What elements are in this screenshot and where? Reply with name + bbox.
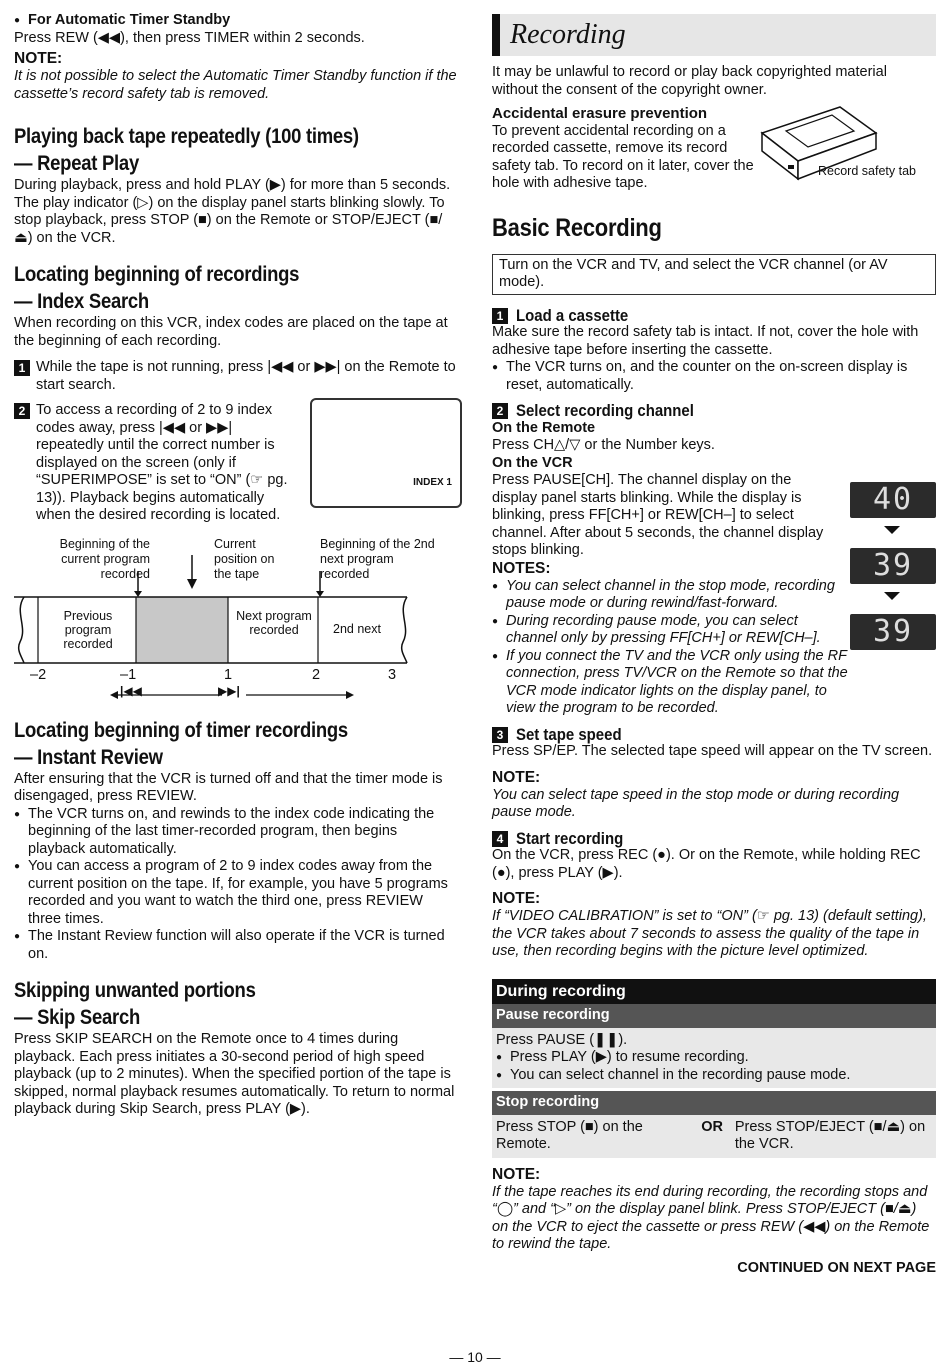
rewind-icon: |◀◀	[120, 683, 142, 698]
index-step-2	[14, 402, 294, 525]
step-title: Set tape speed	[516, 724, 622, 744]
repeat-text: During playback, press and hold PLAY (▶) for more than 5 seconds. The play indicator (▷) on the display panel starts blinking slowly. To stop playback, press STOP (■) on the Remote or STOP/EJECT (■/⏏) on the VCR.	[14, 177, 451, 246]
right-column	[492, 0, 936, 1277]
instant-bullet: ● You can access a program of 2 to 9 index codes away from the current position on the tape. If, for example, you have 5 programs recorded and you want to watch the third one, press REVIEW three times.	[14, 858, 457, 928]
during-recording-title: During recording	[492, 979, 936, 1005]
segment-2nd-next: 2nd next	[333, 621, 381, 636]
step-number: 1	[492, 308, 508, 324]
note-bullet: ● During recording pause mode, you can select channel only by pressing FF[CH+] or REW[CH–].	[492, 613, 852, 648]
ats-text: Press REW (◀◀), then press TIMER within 2 seconds.	[14, 29, 365, 46]
repeat-subtitle: — Repeat Play	[14, 152, 139, 175]
erasure-heading: Accidental erasure prevention	[492, 105, 708, 122]
instant-bullet: ● The VCR turns on, and rewinds to the index code indicating the beginning of the last timer-recorded program, then begins playback automatically.	[14, 806, 457, 859]
label-2nd-next-begin: Beginning of the 2nd next program recorded	[320, 536, 435, 581]
channel-display-1: 40	[850, 482, 936, 518]
index-text: When recording on this VCR, index codes are placed on the tape at the beginning of each recording.	[14, 315, 448, 349]
step-1-text: Make sure the record safety tab is intact. If not, cover the hole with adhesive tape before inserting the cassette.	[492, 324, 919, 358]
step-1-bullet: ● The VCR turns on, and the counter on the on-screen display is reset, automatically.	[492, 359, 936, 394]
step-3-text: Press SP/EP. The selected tape speed will appear on the TV screen.	[492, 743, 933, 759]
step-title: Load a cassette	[516, 305, 629, 325]
stop-recording-heading: Stop recording	[492, 1091, 936, 1115]
recording-intro: It may be unlawful to record or play back copyrighted material without the consent of the copyright owner.	[492, 64, 887, 98]
index-step-1	[14, 359, 457, 394]
label-current-position: Current position on the tape	[214, 536, 275, 581]
step-4-note: If “VIDEO CALIBRATION” is set to “ON” (☞ pg. 13) (default setting), the VCR takes about 7 seconds to assess the quality of the tape in use, then recording begins with the picture level optimized.	[492, 908, 927, 959]
step-number: 2	[14, 403, 30, 419]
step-number: 1	[14, 360, 30, 376]
fast-forward-icon: ▶▶|	[218, 683, 240, 698]
step-number: 2	[492, 403, 508, 419]
index-step-2-block	[14, 402, 457, 525]
basic-recording-box	[492, 254, 936, 295]
index-title: Locating beginning of recordings	[14, 263, 300, 286]
arrow-down-icon	[884, 592, 900, 602]
note-label: NOTE:	[14, 50, 63, 67]
note-label: NOTE:	[492, 890, 541, 907]
index-diagram	[14, 537, 457, 707]
arrow-down-icon	[884, 526, 900, 536]
index-number: –2	[30, 666, 47, 683]
step-text: To access a recording of 2 to 9 index codes away, press |◀◀ or ▶▶| repeatedly until the correct number is displayed on the screen (only if “SUPERIMPOSE” is set to “ON” (☞ pg. 13)). Playback begins automatically when the desired recording is located.	[36, 402, 288, 523]
on-remote-text: Press CH△/▽ or the Number keys.	[492, 437, 715, 453]
erasure-text: To prevent accidental recording on a recorded cassette, remove its record safety tab. To record on it later, cover the hole with adhesive tape.	[492, 122, 754, 191]
index-number: 3	[388, 666, 397, 683]
stop-recording-cell	[492, 1115, 936, 1158]
step-text: While the tape is not running, press |◀◀ or ▶▶| on the Remote to start search.	[36, 359, 456, 393]
skip-subtitle: — Skip Search	[14, 1006, 140, 1029]
tv-screen	[310, 398, 462, 508]
instant-text: After ensuring that the VCR is turned off and that the timer mode is disengaged, press REVIEW.	[14, 770, 443, 804]
index-display: INDEX 1	[413, 477, 452, 488]
channel-display-3: 39	[850, 614, 936, 650]
notes-label: NOTES:	[492, 559, 551, 577]
label-current-begin: Beginning of the current program recorded	[59, 536, 150, 581]
index-subtitle: — Index Search	[14, 290, 149, 313]
repeat-title: Playing back tape repeatedly (100 times)	[14, 125, 359, 148]
end-note: If the tape reaches its end during recording, the recording stops and “◯” and “▷” on the display panel blink. Press STOP/EJECT (■/⏏) on the VCR to eject the cassette or press REW (◀◀) on the Remote to rewind the tape.	[492, 1183, 930, 1252]
step-number: 3	[492, 727, 508, 743]
ats-heading: ● For Automatic Timer Standby	[14, 12, 457, 30]
segment-previous: Previous program recorded	[63, 608, 113, 651]
step-3-heading	[492, 726, 936, 744]
on-vcr-heading: On the VCR	[492, 454, 573, 471]
pause-bullet: ● Press PLAY (▶) to resume recording.	[496, 1049, 932, 1067]
continued-label: CONTINUED ON NEXT PAGE	[737, 1259, 936, 1276]
during-recording-table	[492, 979, 936, 1158]
pause-recording-cell	[492, 1028, 936, 1089]
index-number: 1	[224, 666, 233, 683]
step-4-text: On the VCR, press REC (●). Or on the Remote, while holding REC (●), press PLAY (▶).	[492, 847, 921, 881]
index-number: 2	[312, 666, 321, 683]
step-number: 4	[492, 831, 508, 847]
basic-recording-box-text: Turn on the VCR and TV, and select the VCR channel (or AV mode).	[499, 256, 888, 290]
note-label: NOTE:	[492, 1165, 541, 1183]
pause-bullet: ● You can select channel in the recording pause mode.	[496, 1067, 932, 1085]
instant-subtitle: — Instant Review	[14, 745, 163, 769]
on-remote-heading: On the Remote	[492, 419, 596, 436]
pause-text: Press PAUSE (❚❚).	[496, 1031, 628, 1048]
erasure-block	[492, 105, 936, 193]
left-column	[14, 0, 457, 1119]
note-label: NOTE:	[492, 768, 541, 786]
basic-recording-title: Basic Recording	[492, 213, 662, 242]
segment-next: Next program recorded	[236, 608, 312, 637]
instant-bullet: ● The Instant Review function will also operate if the VCR is turned on.	[14, 928, 457, 963]
on-vcr-text: Press PAUSE[CH]. The channel display on the display panel starts blinking. While the display is blinking, press FF[CH+] or REW[CH–] to select channel. After about 5 seconds, the channel display stops blinking.	[492, 472, 824, 558]
stop-remote-text: Press STOP (■) on the Remote.	[496, 1118, 643, 1152]
stop-or: OR	[701, 1118, 723, 1135]
instant-title: Locating beginning of timer recordings	[14, 718, 348, 742]
step-2-heading	[492, 402, 936, 420]
step-3-note: You can select tape speed in the stop mode or during recording pause mode.	[492, 786, 900, 820]
page-number: — 10 —	[449, 1349, 501, 1365]
index-number: –1	[120, 666, 137, 683]
stop-vcr-text: Press STOP/EJECT (■/⏏) on the VCR.	[734, 1118, 926, 1152]
step-title: Select recording channel	[516, 401, 694, 420]
recording-title-bar	[492, 14, 936, 56]
note-bullet: ● You can select channel in the stop mode, recording pause mode or during rewind/fast-forward.	[492, 578, 836, 613]
record-safety-tab-label: Record safety tab	[818, 164, 916, 178]
step-2-block	[492, 402, 936, 718]
step-1-heading	[492, 307, 936, 325]
skip-title: Skipping unwanted portions	[14, 979, 256, 1002]
step-4-heading	[492, 830, 936, 848]
note-bullet: ● If you connect the TV and the VCR only using the RF connection, press TV/VCR on the Remote so that the VCR mode indicator lights on the display panel, to view the program to be recorded.	[492, 648, 852, 718]
channel-display-2: 39	[850, 548, 936, 584]
pause-recording-heading: Pause recording	[492, 1004, 936, 1028]
skip-text: Press SKIP SEARCH on the Remote once to 4 times during playback. Each press initiates a 30-second period of high speed playback (up to 2 minutes). When the specified portion of the tape is skipped, normal playback resumes automatically. To return to normal playback during Skip Search, press PLAY (▶).	[14, 1031, 455, 1117]
recording-title: Recording	[510, 19, 626, 51]
note-text: It is not possible to select the Automatic Timer Standby function if the cassette’s record safety tab is removed.	[14, 68, 457, 102]
step-title: Start recording	[516, 828, 624, 848]
